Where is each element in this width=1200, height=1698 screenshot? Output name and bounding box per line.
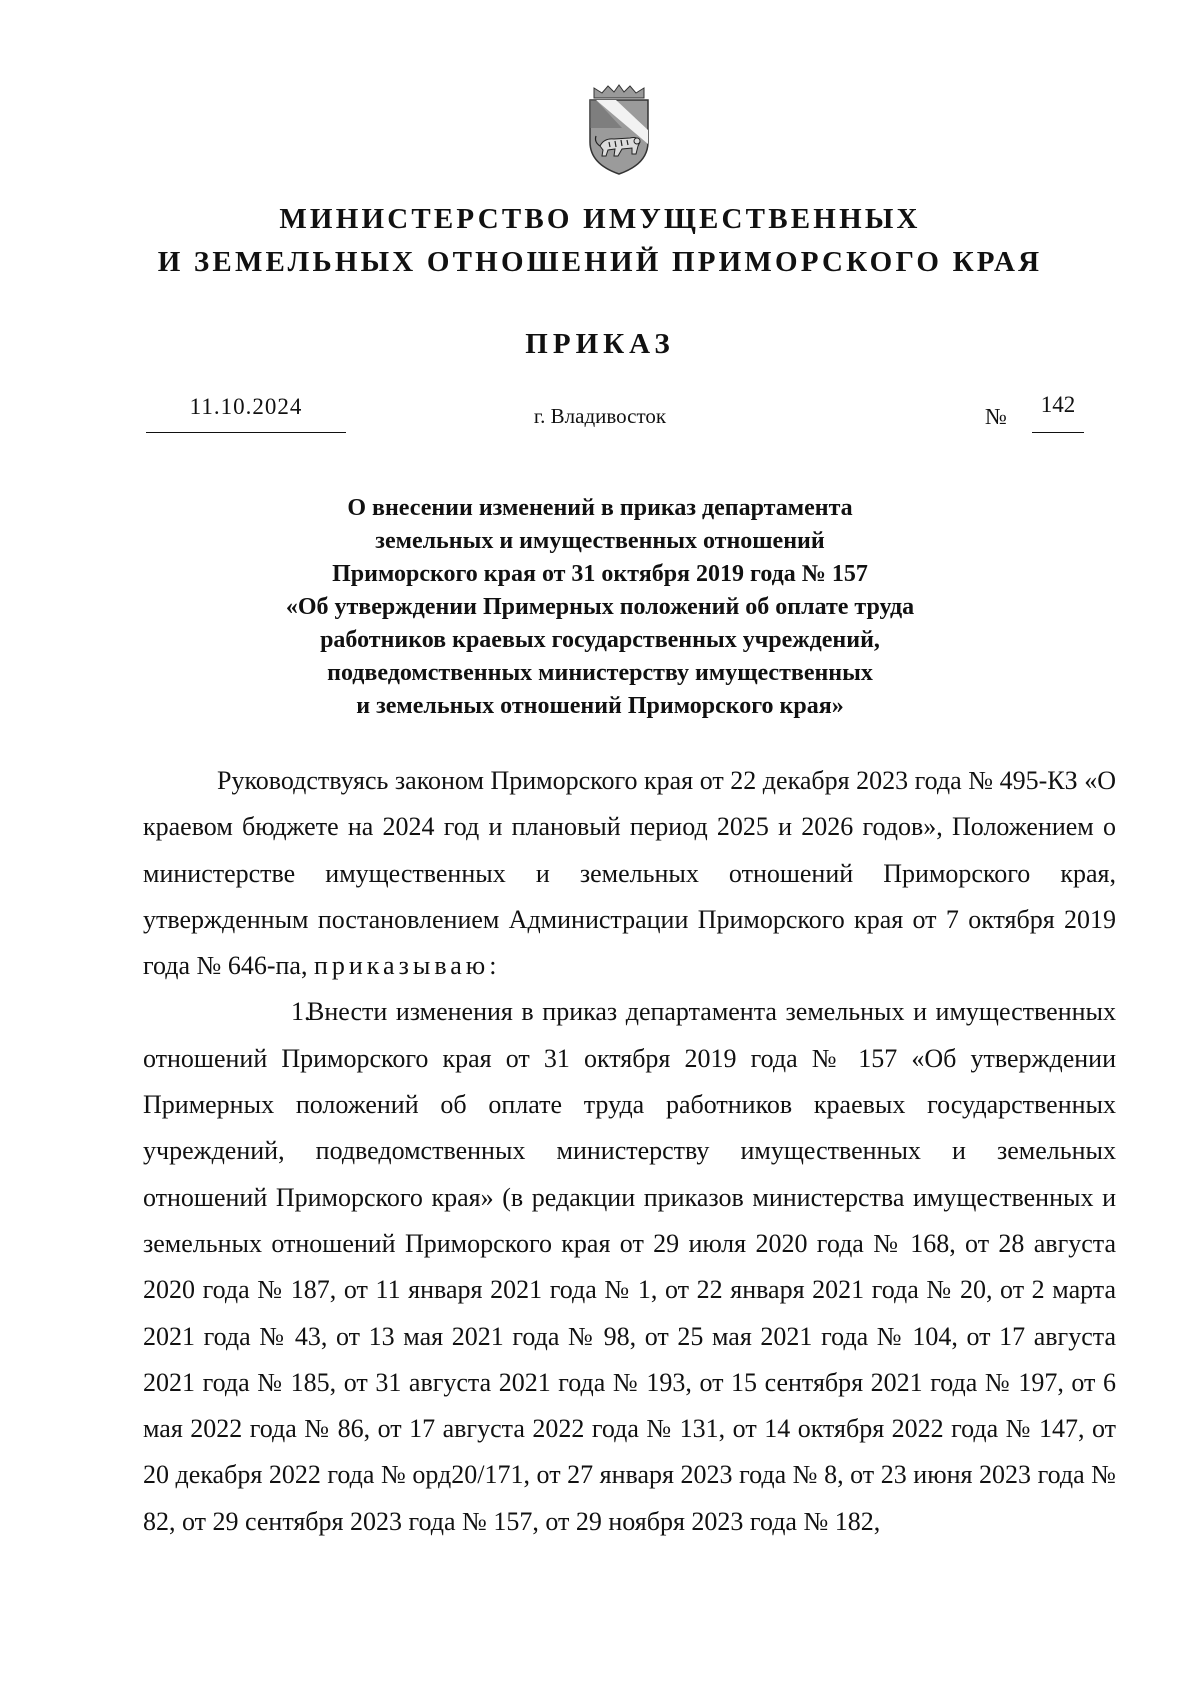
order-city: г. Владивосток — [533, 404, 667, 428]
subject-line: Приморского края от 31 октября 2019 года № 157 — [332, 561, 868, 587]
ministry-name-line1: МИНИСТЕРСТВО ИМУЩЕСТВЕННЫХ — [279, 203, 921, 235]
preamble-paragraph — [143, 758, 1116, 989]
order-number-label: № — [985, 404, 1007, 429]
subject-line: подведомственных министерству имущественных — [327, 660, 873, 686]
order-number: 142 — [1032, 392, 1084, 433]
order-word: приказываю: — [313, 951, 501, 981]
order-subject — [0, 492, 1200, 723]
item-paragraph-1 — [143, 989, 1116, 1545]
ministry-name-line2: И ЗЕМЕЛЬНЫХ ОТНОШЕНИЙ ПРИМОРСКОГО КРАЯ — [157, 246, 1043, 278]
order-body — [143, 758, 1116, 1545]
document-type: ПРИКАЗ — [525, 328, 675, 360]
item-text: Внести изменения в приказ департамента земельных и имущественных отношений Приморского края от 31 октября 2019 года № 157 «Об утверждении Примерных положений об оплате труда работников краевых государственных учреждений, подведомственных министерству имущественных и земельных отношений Приморского края» (в редакции приказов министерства имущественных и земельных отношений Приморского края от 29 июля 2020 года № 168, от 28 августа 2020 года № 187, от 11 января 2021 года № 1, от 22 января 2021 года № 20, от 2 марта 2021 года № 43, от 13 мая 2021 года № 98, от 25 мая 2021 года № 104, от 17 августа 2021 года № 185, от 31 августа 2021 года № 193, от 15 сентября 2021 года № 197, от 6 мая 2022 года № 86, от 17 августа 2022 года № 131, от 14 октября 2022 года № 147, от 20 декабря 2022 года № орд20/171, от 27 января 2023 года № 8, от 23 июня 2023 года № 82, от 29 сентября 2023 года № 157, от 29 ноября 2023 года № 182, — [143, 997, 1116, 1536]
subject-line: работников краевых государственных учреждений, — [320, 627, 880, 653]
preamble-text: Руководствуясь законом Приморского края от 22 декабря 2023 года № 495-КЗ «О краевом бюджете на 2024 год и плановый период 2025 и 2026 годов», Положением о министерстве имущественных и земельных отношений Приморского края, утвержденным постановлением Администрации Приморского края от 7 октября 2019 года № 646-па, — [143, 766, 1116, 981]
coat-of-arms-icon — [582, 84, 656, 176]
subject-line: «Об утверждении Примерных положений об оплате труда — [285, 594, 915, 620]
subject-line: земельных и имущественных отношений — [375, 528, 825, 554]
order-date: 11.10.2024 — [189, 394, 303, 419]
subject-line: и земельных отношений Приморского края» — [356, 693, 844, 719]
item-number: 1. — [291, 997, 311, 1027]
subject-line: О внесении изменений в приказ департамента — [347, 495, 853, 521]
